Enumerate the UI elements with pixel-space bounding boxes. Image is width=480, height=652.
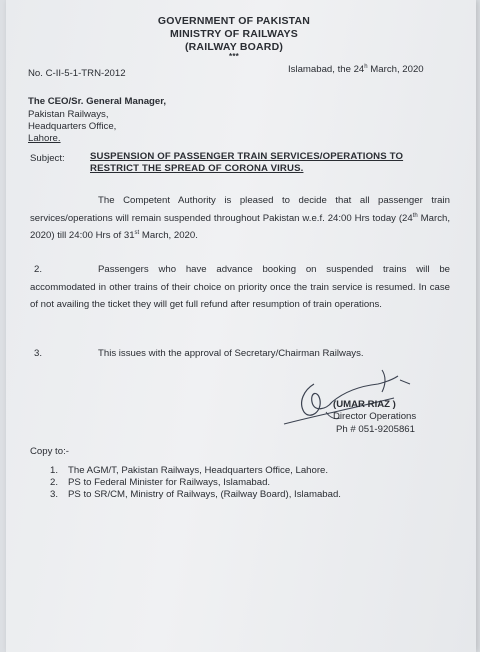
letterhead-government: GOVERNMENT OF PAKISTAN xyxy=(157,15,311,27)
addressee-title: The CEO/Sr. General Manager, xyxy=(28,96,167,107)
addressee-line-1: Pakistan Railways, xyxy=(28,109,109,120)
paragraph-2: Passengers who have advance booking on suspended trains will be accommodated in other trains of their choice on priority once the train service is resumed. In case of not availing the ticket they will get full refund after resumption of train operations. xyxy=(30,264,450,310)
signatory-name: (UMAR RIAZ ) xyxy=(333,399,396,410)
copy-to-item: The AGM/T, Pakistan Railways, Headquarters Office, Lahore. xyxy=(68,465,329,476)
copy-to-item-number: 3. xyxy=(50,489,59,500)
subject-line-2: RESTRICT THE SPREAD OF CORONA VIRUS. xyxy=(90,163,304,174)
subject-label: Subject: xyxy=(30,153,65,164)
letterhead-board: (RAILWAY BOARD) xyxy=(184,41,284,53)
paragraph-2-number: 2. xyxy=(34,264,43,275)
addressee-line-2: Headquarters Office, xyxy=(28,121,117,132)
subject-line-1: SUSPENSION OF PASSENGER TRAIN SERVICES/OPERATIONS TO xyxy=(90,151,404,162)
signatory-phone: Ph # 051-9205861 xyxy=(336,424,415,435)
letter-date: Islamabad, the 24$^h$ March, 2020 xyxy=(288,63,424,75)
letterhead-ornament: *** xyxy=(229,52,239,61)
copy-to-item: PS to Federal Minister for Railways, Islamabad. xyxy=(68,477,271,488)
copy-to-item: PS to SR/CM, Ministry of Railways, (Railway Board), Islamabad. xyxy=(68,489,341,500)
reference-number: No. C-II-5-1-TRN-2012 xyxy=(28,68,126,79)
copy-to-label: Copy to:- xyxy=(30,446,69,457)
copy-to-item-number: 1. xyxy=(50,465,59,476)
paragraph-1: The Competent Authority is pleased to decide that all passenger train services/operations will remain suspended throughout Pakistan w.e.f. 24:00 Hrs today (24th March, 2020) till 24:00 Hrs of 31st March, 2020. xyxy=(30,195,450,241)
addressee-line-3: Lahore. xyxy=(28,133,61,144)
paragraph-3-number: 3. xyxy=(34,348,43,359)
copy-to-item-number: 2. xyxy=(50,477,59,488)
paragraph-3: This issues with the approval of Secretary/Chairman Railways. xyxy=(98,348,364,359)
signatory-designation: Director Operations xyxy=(333,411,417,422)
letterhead-ministry: MINISTRY OF RAILWAYS xyxy=(170,28,298,40)
document-page xyxy=(6,0,476,652)
